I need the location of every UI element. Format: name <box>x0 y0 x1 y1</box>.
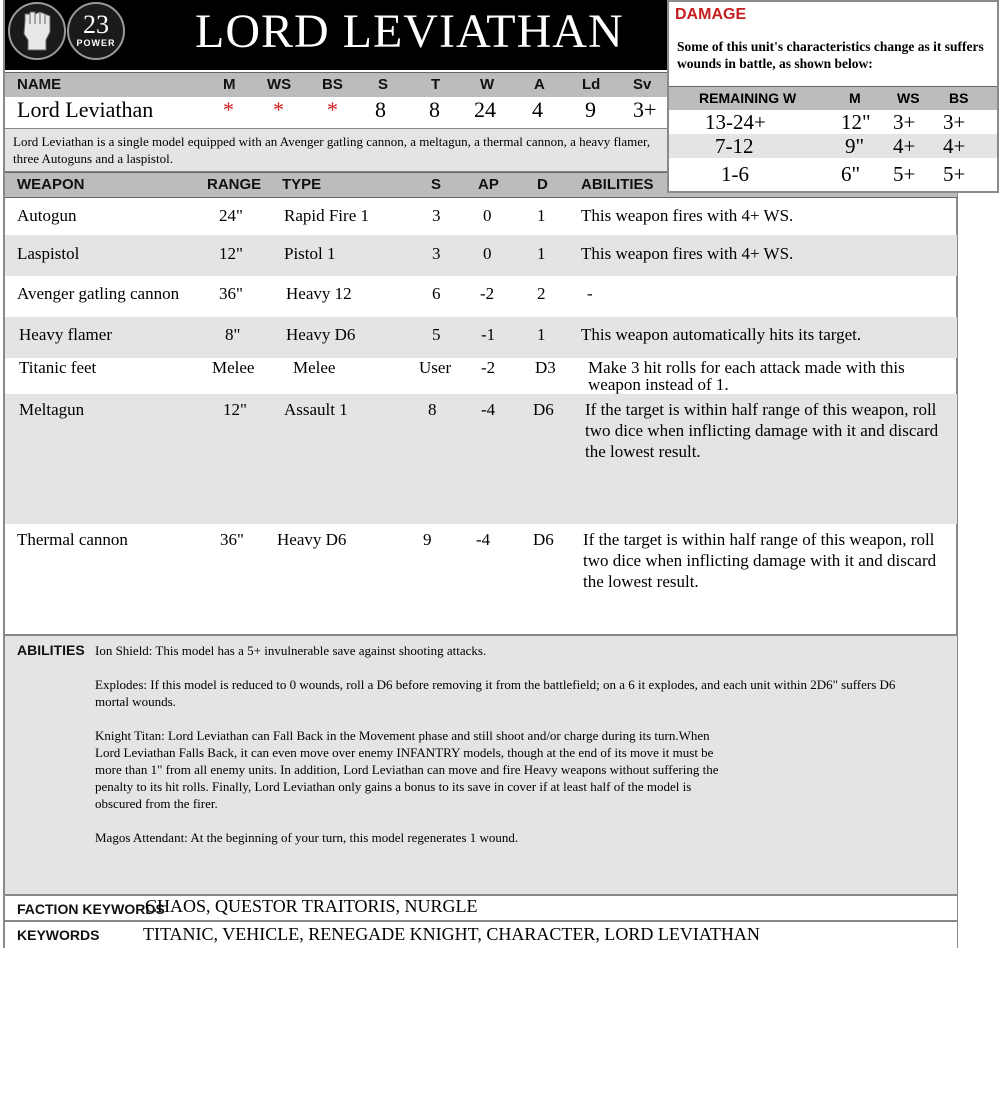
weapon-ap: 0 <box>483 206 492 225</box>
weapon-s: 3 <box>432 244 441 263</box>
weapon-abilities: This weapon fires with 4+ WS. <box>581 206 794 225</box>
weapon-d: D3 <box>535 358 556 377</box>
weapon-range: 36" <box>219 284 243 303</box>
weapon-range: Melee <box>212 358 255 377</box>
keywords-label: KEYWORDS <box>17 927 100 943</box>
title-header <box>5 0 673 70</box>
weapon-d: D6 <box>533 530 554 549</box>
damage-w: 13-24+ <box>705 110 766 134</box>
weapon-row-titanic-feet <box>5 358 957 394</box>
damage-ws: 5+ <box>893 162 916 186</box>
stat-w: 24 <box>474 97 496 122</box>
weapon-header-d: D <box>537 176 548 193</box>
weapon-abilities: This weapon automatically hits its target. <box>581 325 862 344</box>
keywords-row <box>5 920 957 948</box>
stat-a: 4 <box>532 97 543 122</box>
stat-header-ws: WS <box>267 76 292 93</box>
faction-keywords-row <box>5 894 957 922</box>
weapon-ap: -1 <box>481 325 496 344</box>
weapon-abilities: If the target is within half range of this weapon, roll two dice when inflicting damage with it and discard the lowest result. <box>585 400 939 461</box>
stat-bs: * <box>327 97 338 122</box>
weapon-name: Avenger gatling cannon <box>17 284 180 303</box>
ability-ion-shield: Ion Shield: This model has a 5+ invulnerable save against shooting attacks. <box>95 643 487 658</box>
weapon-abilities: This weapon fires with 4+ WS. <box>581 244 794 263</box>
weapon-row-heavy-flamer <box>5 317 957 358</box>
damage-header <box>669 86 997 111</box>
weapon-ap: 0 <box>483 244 492 263</box>
damage-bs: 3+ <box>943 110 966 134</box>
weapon-ap: -4 <box>476 530 491 549</box>
faction-keywords-value: CHAOS, QUESTOR TRAITORIS, NURGLE <box>145 896 478 916</box>
weapon-s: User <box>419 358 452 377</box>
weapon-d: D6 <box>533 400 554 419</box>
keywords-value: TITANIC, VEHICLE, RENEGADE KNIGHT, CHARACTER, LORD LEVIATHAN <box>143 924 760 944</box>
weapon-d: 1 <box>537 206 546 225</box>
damage-header-remaining-w: REMAINING W <box>699 90 797 106</box>
weapon-d: 2 <box>537 284 546 303</box>
faction-keywords-label: FACTION KEYWORDS <box>17 901 165 917</box>
damage-bs: 5+ <box>943 162 966 186</box>
weapon-header-abilities: ABILITIES <box>581 176 654 193</box>
weapon-s: 3 <box>432 206 441 225</box>
stat-ws: * <box>273 97 284 122</box>
power-value: 23 <box>83 10 109 39</box>
weapon-name: Titanic feet <box>19 358 97 377</box>
abilities-section <box>5 634 957 896</box>
weapon-range: 8" <box>225 325 241 344</box>
stat-header-bs: BS <box>322 76 343 93</box>
weapon-row-autogun <box>5 197 957 235</box>
weapon-type: Heavy D6 <box>277 530 347 549</box>
damage-m: 12" <box>841 110 871 134</box>
weapon-ap: -2 <box>481 358 496 377</box>
damage-w: 1-6 <box>721 162 749 186</box>
weapon-name: Laspistol <box>17 244 80 263</box>
weapon-abilities: If the target is within half range of this weapon, roll two dice when inflicting damage with it and discard the lowest result. <box>583 530 937 591</box>
weapon-header-s: S <box>431 176 442 193</box>
damage-header-bs: BS <box>949 90 969 106</box>
damage-bs: 4+ <box>943 134 966 158</box>
weapon-s: 8 <box>428 400 437 419</box>
power-badge <box>67 2 125 60</box>
damage-row <box>669 159 997 189</box>
weapon-name: Meltagun <box>19 400 85 419</box>
weapon-header-type: TYPE <box>282 176 322 193</box>
stat-header-a: A <box>534 76 545 93</box>
weapon-name: Heavy flamer <box>19 325 112 344</box>
stat-header-ld: Ld <box>582 76 601 93</box>
stat-header-t: T <box>431 76 441 93</box>
weapon-ap: -2 <box>480 284 495 303</box>
damage-ws: 4+ <box>893 134 916 158</box>
damage-ws: 3+ <box>893 110 916 134</box>
damage-row <box>669 134 997 158</box>
stat-ld: 9 <box>585 97 596 122</box>
ability-explodes: Explodes: If this model is reduced to 0 wounds, roll a D6 before removing it from the battlefield; on a 6 it explodes, and each unit within 2D6" suffers D6 mortal wounds. <box>95 677 896 709</box>
damage-header-ws: WS <box>897 90 920 106</box>
weapon-abilities: - <box>587 284 593 303</box>
weapon-row-laspistol <box>5 235 957 276</box>
weapon-name: Thermal cannon <box>17 530 128 549</box>
weapon-range: 12" <box>223 400 247 419</box>
weapon-header-name: WEAPON <box>17 176 85 193</box>
weapon-row-meltagun <box>5 394 957 524</box>
weapon-type: Melee <box>293 358 336 377</box>
stat-s: 8 <box>375 97 386 122</box>
stat-name: Lord Leviathan <box>17 97 154 122</box>
stat-header-w: W <box>480 76 495 93</box>
stat-header-name: NAME <box>17 76 62 93</box>
weapon-d: 1 <box>537 244 546 263</box>
stat-header-sv: Sv <box>633 76 652 93</box>
stats-row <box>5 97 673 127</box>
power-label: POWER <box>76 38 116 48</box>
damage-row <box>669 110 997 134</box>
weapon-name: Autogun <box>17 206 77 225</box>
weapon-type: Assault 1 <box>284 400 348 419</box>
weapon-ap: -4 <box>481 400 496 419</box>
weapon-s: 5 <box>432 325 441 344</box>
weapon-type: Pistol 1 <box>284 244 336 263</box>
weapon-range: 12" <box>219 244 243 263</box>
weapon-s: 9 <box>423 530 432 549</box>
weapon-header-ap: AP <box>478 176 499 193</box>
weapon-type: Rapid Fire 1 <box>284 206 369 225</box>
unit-title: LORD LEVIATHAN <box>195 5 624 58</box>
weapon-range: 24" <box>219 206 243 225</box>
weapon-d: 1 <box>537 325 546 344</box>
weapon-header-range: RANGE <box>207 176 262 193</box>
stat-m: * <box>223 97 234 122</box>
stat-header-m: M <box>223 76 236 93</box>
abilities-text <box>95 642 925 863</box>
damage-w: 7-12 <box>715 134 754 158</box>
weapon-row-thermal-cannon <box>5 524 957 632</box>
weapon-abilities: Make 3 hit rolls for each attack made with this weapon instead of 1. <box>588 358 905 394</box>
damage-table <box>667 0 999 193</box>
ability-magos-attendant: Magos Attendant: At the beginning of your turn, this model regenerates 1 wound. <box>95 830 519 845</box>
weapon-type: Heavy D6 <box>286 325 356 344</box>
weapon-row-avenger <box>5 276 957 317</box>
fist-emblem-icon <box>8 2 66 60</box>
damage-m: 9" <box>845 134 865 158</box>
stat-header-s: S <box>378 76 389 93</box>
stat-sv: 3+ <box>633 97 657 122</box>
damage-description: Some of this unit's characteristics change as it suffers wounds in battle, as shown below: <box>677 39 984 71</box>
damage-title: DAMAGE <box>675 6 747 23</box>
ability-knight-titan: Knight Titan: Lord Leviathan can Fall Back in the Movement phase and still shoot and/or charge during its turn.When Lord Leviathan Falls Back, it can even move over enemy INFANTRY models, though at the end of its move it must be more than 1" from all enemy units. In addition, Lord Leviathan can move and fire Heavy weapons without suffering the penalty to its hit rolls. Finally, Lord Leviathan only gains a bonus to its save in cover if at least half of the model is obscured from the firer. <box>95 728 719 811</box>
stats-header <box>5 72 673 98</box>
unit-description: Lord Leviathan is a single model equipped with an Avenger gatling cannon, a meltagun, a thermal cannon, a heavy flamer, three Autoguns and a laspistol. <box>5 128 673 172</box>
weapon-s: 6 <box>432 284 441 303</box>
damage-m: 6" <box>841 162 861 186</box>
weapon-range: 36" <box>220 530 244 549</box>
abilities-label: ABILITIES <box>17 642 85 658</box>
damage-header-m: M <box>849 90 861 106</box>
stat-t: 8 <box>429 97 440 122</box>
weapon-type: Heavy 12 <box>286 284 352 303</box>
